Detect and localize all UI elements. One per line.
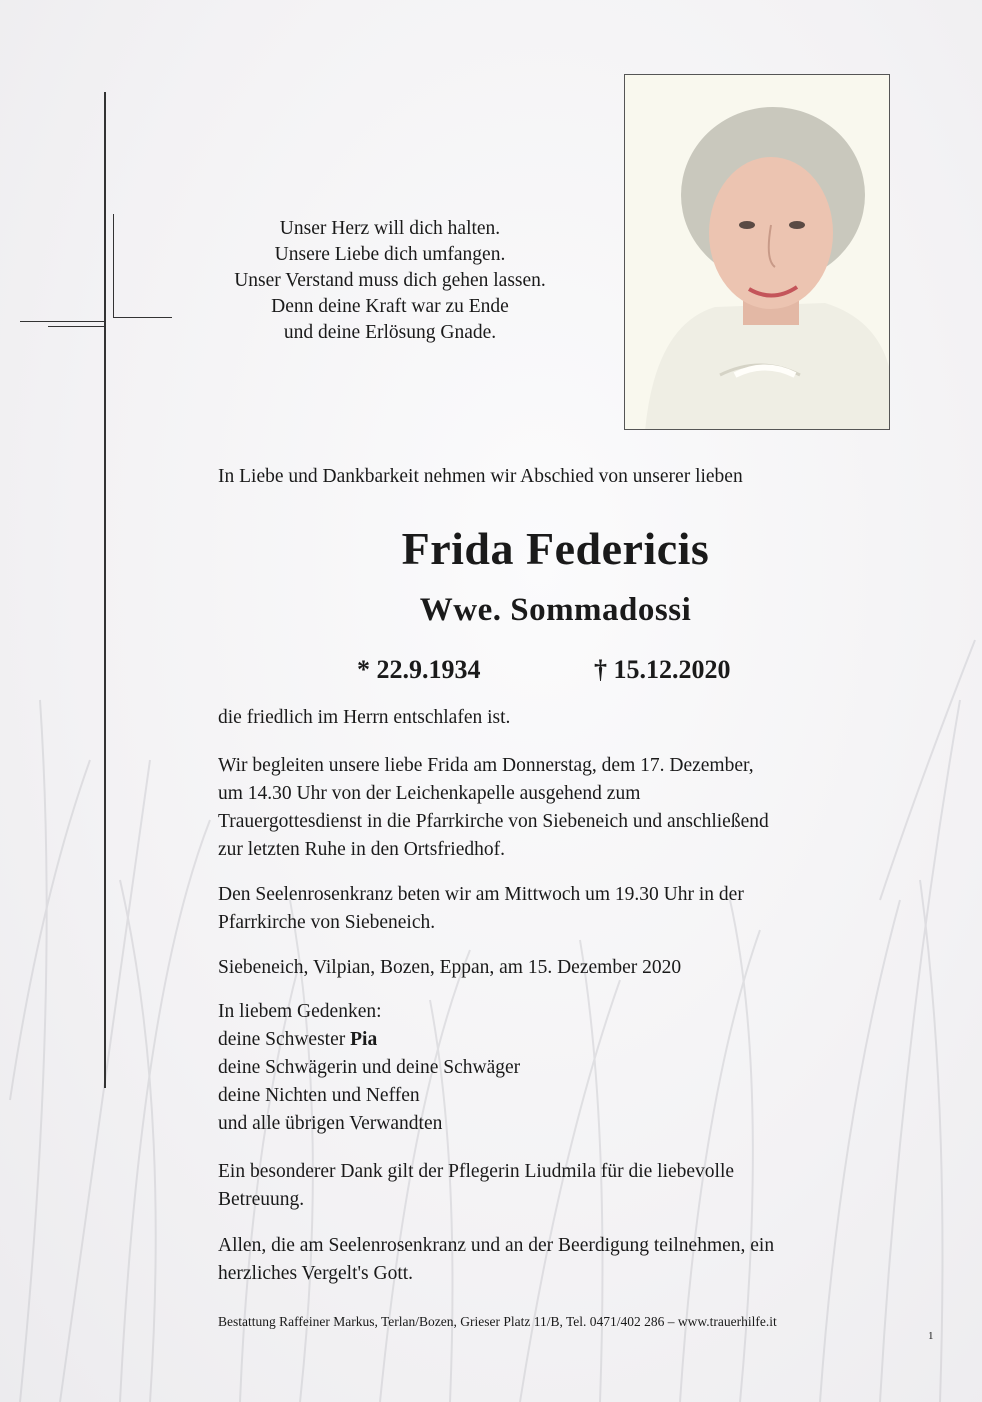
mourners-line	[218, 1026, 892, 1054]
cross-vertical-long	[104, 92, 106, 1088]
mourners-list	[218, 998, 892, 1138]
closing-line: herzliches Vergelt's Gott.	[218, 1263, 414, 1284]
mourners-line: deine Nichten und Neffen	[218, 1085, 420, 1106]
poem-line: Unser Herz will dich halten.	[279, 218, 501, 239]
rosary-paragraph	[218, 881, 892, 937]
cross-vertical-short	[113, 214, 114, 318]
birth-date: * 22.9.1934	[357, 655, 481, 684]
intro-text: In Liebe und Dankbarkeit nehmen wir Abschied von unserer lieben	[218, 466, 743, 487]
cross-horizontal-left	[20, 321, 104, 322]
thanks-line: Ein besonderer Dank gilt der Pflegerin Liudmila für die liebevolle	[218, 1161, 735, 1182]
thanks-line: Betreuung.	[218, 1189, 305, 1210]
funeral-home-footer: Bestattung Raffeiner Markus, Terlan/Bozen, Grieser Platz 11/B, Tel. 0471/402 286 – www.trauerhilfe.it	[218, 1314, 777, 1329]
poem-line: und deine Erlösung Gnade.	[283, 322, 497, 343]
closing-line: Allen, die am Seelenrosenkranz und an der Beerdigung teilnehmen, ein	[218, 1235, 775, 1256]
funeral-line: Wir begleiten unsere liebe Frida am Donnerstag, dem 17. Dezember,	[218, 755, 754, 776]
mourners-line: deine Schwägerin und deine Schwäger	[218, 1057, 521, 1078]
sister-name: Pia	[350, 1029, 378, 1050]
poem-line: Denn deine Kraft war zu Ende	[271, 296, 509, 317]
mourners-heading: In liebem Gedenken:	[218, 1001, 382, 1022]
cross-horizontal-top	[113, 317, 172, 318]
rosary-line: Pfarrkirche von Siebeneich.	[218, 912, 436, 933]
funeral-paragraph	[218, 752, 892, 864]
funeral-line: zur letzten Ruhe in den Ortsfriedhof.	[218, 839, 505, 860]
death-date: † 15.12.2020	[594, 655, 731, 684]
closing-paragraph	[218, 1232, 892, 1288]
funeral-line: um 14.30 Uhr von der Leichenkapelle ausgehend zum	[218, 783, 641, 804]
place-date-text: Siebeneich, Vilpian, Bozen, Eppan, am 15. Dezember 2020	[218, 957, 682, 978]
funeral-line: Trauergottesdienst in die Pfarrkirche von Siebeneich und anschließend	[218, 811, 769, 832]
poem-line: Unsere Liebe dich umfangen.	[274, 244, 506, 265]
passed-text: die friedlich im Herrn entschlafen ist.	[218, 707, 511, 728]
widow-name: Wwe. Sommadossi	[419, 592, 692, 628]
sister-prefix: deine Schwester	[218, 1029, 346, 1050]
thanks-paragraph	[218, 1158, 892, 1214]
rosary-line: Den Seelenrosenkranz beten wir am Mittwoch um 19.30 Uhr in der	[218, 884, 744, 905]
page-number: 1	[928, 1330, 934, 1342]
portrait-photo	[624, 74, 890, 430]
mourners-line: und alle übrigen Verwandten	[218, 1113, 443, 1134]
poem-line: Unser Verstand muss dich gehen lassen.	[234, 270, 546, 291]
cross-horizontal-left-2	[48, 326, 104, 327]
poem	[190, 216, 590, 346]
deceased-name: Frida Federicis	[401, 523, 710, 574]
portrait-image	[625, 75, 890, 430]
